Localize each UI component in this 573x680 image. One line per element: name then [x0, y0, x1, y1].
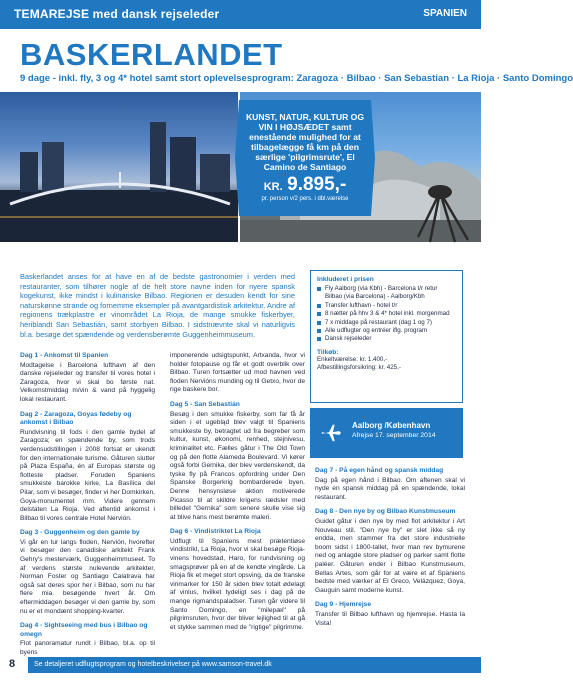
itinerary-column-3	[315, 467, 465, 634]
list-item: Transfer lufthavn - hotel t/r	[317, 302, 456, 310]
day-heading: Dag 2 - Zaragoza, Goyas fødeby og ankomst i Bilbao	[20, 410, 132, 427]
list-item: Dansk rejseleder	[317, 335, 456, 343]
included-box	[310, 270, 463, 403]
price-badge	[235, 100, 375, 216]
day-heading: Dag 4 - Sightseeing med bus i Bilbao og omegn	[20, 622, 148, 638]
day-text: Guidet gåtur i den nye by med flot arkitektur i Art Nouveau stil. "Den nye by" er slet ikke så ny endda, men stammer fra det store industrielle boom sidst i 1800-tallet, hvor man rev bymurene ned og anlagde store pladser og parker samt flotte paléer. Gåturen ender i Bilbao Kunstmuseum, Bellas Artes, som går for at være et af Spaniens bedste med værker af El Greco, Velázquez, Goya, Gauguin samt moderne kunst.	[315, 517, 465, 594]
list-item: Alle udflugter og entréer iflg. program	[317, 327, 456, 335]
promo-note: pr. person v/2 pers. i dbl.værelse	[261, 196, 349, 202]
addon-item: Afbestillingsforsikring: kr. 425,-	[317, 364, 401, 372]
addon-heading: Tilkøb:	[317, 348, 339, 356]
footer	[0, 655, 481, 675]
day-heading: Dag 7 - På egen hånd og spansk middag	[315, 467, 444, 474]
addon-item: Enkeltværelse: kr. 1.400,-	[317, 355, 388, 363]
page-number: 8	[9, 658, 16, 670]
day-heading: Dag 9 - Hjemrejse	[315, 601, 372, 609]
day-text: imponerende udsigtspunkt, Artxanda, hvor vi holder fotopause og får et godt overblik over Bilbao. Turen fortsætter ud mod havnen ved floden Nervións munding og til Getxo, hvor de rige baskere bor.	[170, 352, 305, 394]
day-heading: Dag 8 - Den nye by og Bilbao Kunstmuseum	[315, 508, 456, 516]
airplane-icon	[320, 422, 342, 444]
day-heading: Dag 5 - San Sebastián	[170, 400, 240, 408]
page-title: BASKERLANDET	[20, 37, 283, 72]
day-text: Dag på egen hånd i Bilbao. Om aftenen skal vi nyde en spansk middag på en spændende, lokal restaurant.	[315, 476, 465, 501]
promo-price: KR. 9.895,-	[263, 174, 347, 195]
day-heading: Dag 6 - Vindistriktet La Rioja	[170, 528, 261, 536]
list-item: Fly Aalborg (via Kbh) - Barcelona t/r retur Bilbao (via Barcelona) - Aalborg/Kbh	[317, 285, 456, 302]
day-heading: Dag 1 - Ankomst til Spanien	[20, 352, 109, 359]
promo-text: KUNST, NATUR, KULTUR OG VIN I HØJSÆDET samt enestående mulighed for at tilbagelægge få km på den særlige 'pilgrimsrute', El Camino de Santiago	[245, 112, 365, 172]
departure-city: Aalborg /København	[352, 421, 431, 430]
itinerary-column-1	[20, 352, 155, 664]
header-bar	[0, 0, 481, 29]
departure-box	[310, 408, 463, 458]
departure-date: Afrejse 17. september 2014	[352, 432, 436, 439]
day-text: Udflugt til Spaniens mest prætentiøse vindistrikt, La Rioja, hvor vi skal besøge Rioja-vinens hovedstad, Haro, for rundvisning og smagsprøver på en af de kendte vingårde. La Rioja fik et meget stort opsving, da de franske vinmarker for 150 år siden blev totalt ødelagt af vinlus, hvilket tydeligt ses i dag på de mange rigmandspaladser. Turen går videre til Santo Domingo, en "milepæl" på pilgrimsruten, hvor der bliver lejlighed til at gå et stykke sammen med de "rigtige" pilgrimme.	[170, 537, 305, 631]
footer-link-text[interactable]: Se detaljeret udflugtsprogram og hotelbeskrivelser på www.samson-travel.dk	[28, 657, 481, 673]
list-item: 7 x middage på restaurant (dag 1 og 7)	[317, 319, 456, 327]
day-text: Transfer til Bilbao lufthavn og hjemrejse. Hasta la Vista!	[315, 610, 465, 627]
day-heading: Dag 3 - Guggenheim og den gamle by	[20, 529, 140, 537]
itinerary-column-2	[170, 352, 305, 638]
day-text: Besøg i den smukke fiskerby, som far få år siden i et ugebląd blev valgt til Spaniens smukkeste by, betragtet ud fra begreber som kultur, kunst, økonomi, renhed, stejnivesu, kriminalitet etc. Fælles gåtur i The Old Town og på den flotte Alameda Boulevard. Vi kører også forbi Gernika, der blev verdenskendt, da tyske fly på Francos opfordring under Den Spanske Borgerkrig bombarderede byen. Denne hensynsløse aktion motiverede Picasso til at skildre krigens rædsler med billedet "Gernika" som senere skulle vise sig at blive hans mest berømte maleri.	[170, 410, 305, 521]
included-heading: Inkluderet i prisen	[317, 276, 374, 283]
day-text: Vi går en tur langs floden, Nervión, hvorefter vi besøger den canadiske arkitekt Frank Gehry's mesterværk, Guggenheimmuseet. To af verdens største nulevende arkitekter, Norman Foster og Santiago Calatrava har også sat deres spor her i Bilbao, som nu har flere mia. besøgende hvert år. Om eftermiddagen besøger vi den gamle by, som nu er et mondænt shopping-kvarter.	[20, 538, 155, 615]
day-text: Modtagelse i Barcelona lufthavn af den danske rejseleder og transfer til vores hotel i Zaragoza, hvor vi skal bo første nat. Velkomstmiddag m/vin & vand på hyggelig lokal restaurant.	[20, 361, 155, 403]
included-list	[317, 285, 456, 344]
day-text: Rundvisning til fods i den gamle bydel af Zaragoza; en spændende by, som trods verdensudstillingen i 2008 fortsat er ukendt for den internationale turisme. Gåturen slutter på Plaza España, én af Europas største og flotteste pladser. Foruden Spaniens smukkeste barokke kirke, La Basílica del Pilar, som vi besøger, finder vi her Domkirken, Goya-monumentet mm. Videre gennem delstaten La Rioja. Ved aftentid ankomst i Bilbao til vores centrale Hotel Nervión.	[20, 428, 155, 522]
page-subtitle: 9 dage - inkl. fly, 3 og 4* hotel samt stort oplevelsesprogram: Zaragoza · Bilbao · San Sebastian · La Rioja · Santo Domingo	[20, 73, 573, 84]
list-item: 8 nætter på hhv 3 & 4* hotel inkl. morgenmad	[317, 310, 456, 318]
country-label: SPANIEN	[423, 8, 467, 19]
section-label: TEMAREJSE med dansk rejseleder	[14, 7, 220, 21]
bilbao-bridge-photo	[0, 92, 238, 242]
day-text: Flot panoramatur rundt i Bilbao, bl.a. op til byens	[20, 640, 155, 656]
intro-paragraph: Baskerlandet anses for at have en af de bedste gastronomier i verden med restauranter, som tilhører nogle af de helt store navne inden for nyere spansk kogekunst, ikke mindst i kulinariske Bilbao. Regionen er desuden kendt for sine naturskønne strande og fornemme eksempler på avantgardistisk arkitektur. Andre af regionens trækplastre er vinområdet La Rioja, de mange smukke fiskerbyer, heriblandt San Sebastián, samt storbyen Bilbao. I sidstnævnte skal vi naturligvis bl.a. besøge det spændende og verdensberømte Guggenheimmuseum.	[20, 272, 295, 339]
